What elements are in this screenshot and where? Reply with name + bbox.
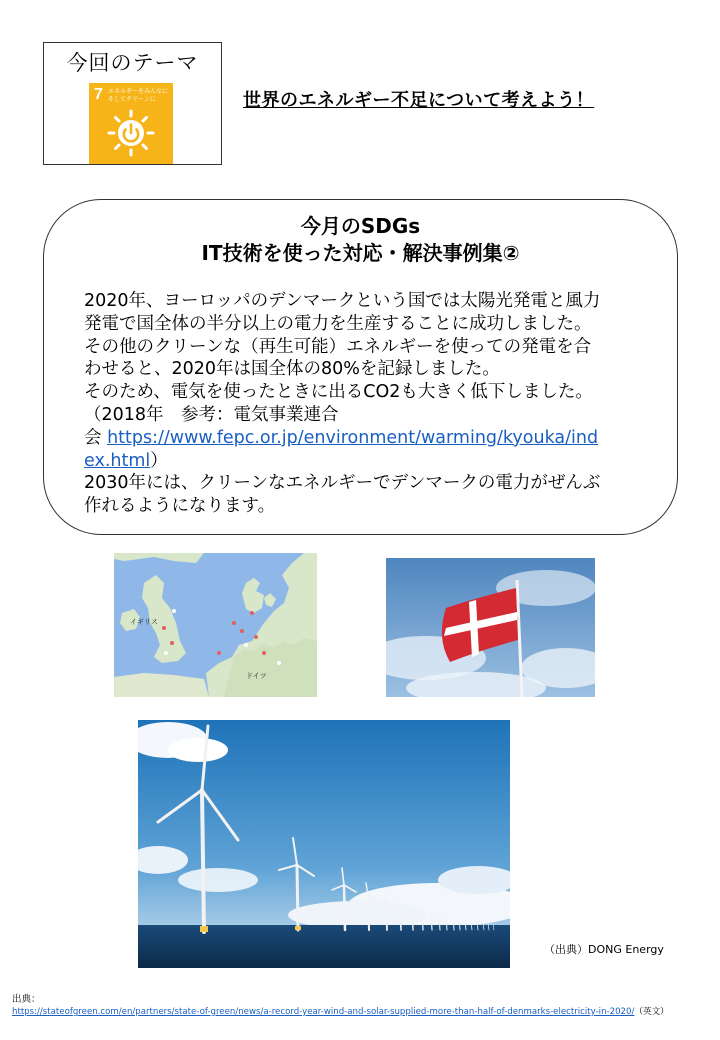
sdg-caption <box>108 88 170 104</box>
body-line-link <box>84 450 644 473</box>
body-line: 2030年には、クリーンなエネルギーでデンマークの電力がぜんぶ <box>84 473 601 494</box>
source-line <box>12 1005 669 1017</box>
source-note: （英文） <box>634 1007 669 1017</box>
map-label-uk: イギリス <box>130 618 158 626</box>
theme-label: 今回のテーマ <box>66 51 199 75</box>
power-sun-icon <box>107 109 155 157</box>
flag-illustration <box>386 558 595 697</box>
body-line: そのため、電気を使ったときに出るCO2も大きく低下しました。 <box>84 382 593 403</box>
body-line: 2020年、ヨーロッパのデンマークという国では太陽光発電と風力 <box>84 291 601 311</box>
body-line: わせると、2020年は国全体の80%を記録しました。 <box>84 359 500 380</box>
map-label-germany: ドイツ <box>246 672 267 680</box>
source-label: 出典： <box>12 994 41 1005</box>
fepc-link-part-2[interactable]: ex.html <box>84 450 151 471</box>
body-line: （2018年 参考：電気事業連合 <box>84 404 339 425</box>
callout-title-line-1: 今月のSDGs <box>300 214 421 238</box>
callout-body <box>84 290 644 518</box>
body-line: その他のクリーンな（再生可能）エネルギーを使っての発電を合 <box>84 336 592 357</box>
callout-title-line-2: IT技術を使った対応・解決事例集② <box>201 241 520 265</box>
fepc-link-part-1[interactable]: https://www.fepc.or.jp/environment/warming/kyouka/ind <box>107 427 599 448</box>
sdg-caption-line-2: そしてクリーンに <box>108 96 156 103</box>
wind-farm-illustration <box>138 720 510 968</box>
sdg7-badge <box>89 83 173 164</box>
callout-title <box>44 213 677 267</box>
body-line: 発電で国全体の半分以上の電力を生産することに成功しました。 <box>84 313 592 334</box>
denmark-flag-image <box>386 558 595 697</box>
europe-map-image <box>114 553 317 697</box>
body-line-link <box>84 427 644 450</box>
theme-box <box>43 42 222 165</box>
body-line: 作れるようになります。 <box>84 496 276 517</box>
image-credit: （出典）DONG Energy <box>544 943 664 956</box>
source-link[interactable]: https://stateofgreen.com/en/partners/state-of-green/news/a-record-year-wind-and-solar-supplied-more-than-half-of-denmarks-electricity-in-2020/ <box>12 1007 635 1017</box>
link-suffix: ） <box>150 450 168 471</box>
link-prefix: 会 <box>84 427 108 448</box>
page-headline: 世界のエネルギー不足について考えよう！ <box>243 90 595 111</box>
sdg-caption-line-1: エネルギーをみんなに <box>108 88 169 95</box>
offshore-wind-farm-image <box>138 720 510 968</box>
sdg-number: 7 <box>94 86 103 103</box>
sdgs-callout <box>43 199 678 535</box>
